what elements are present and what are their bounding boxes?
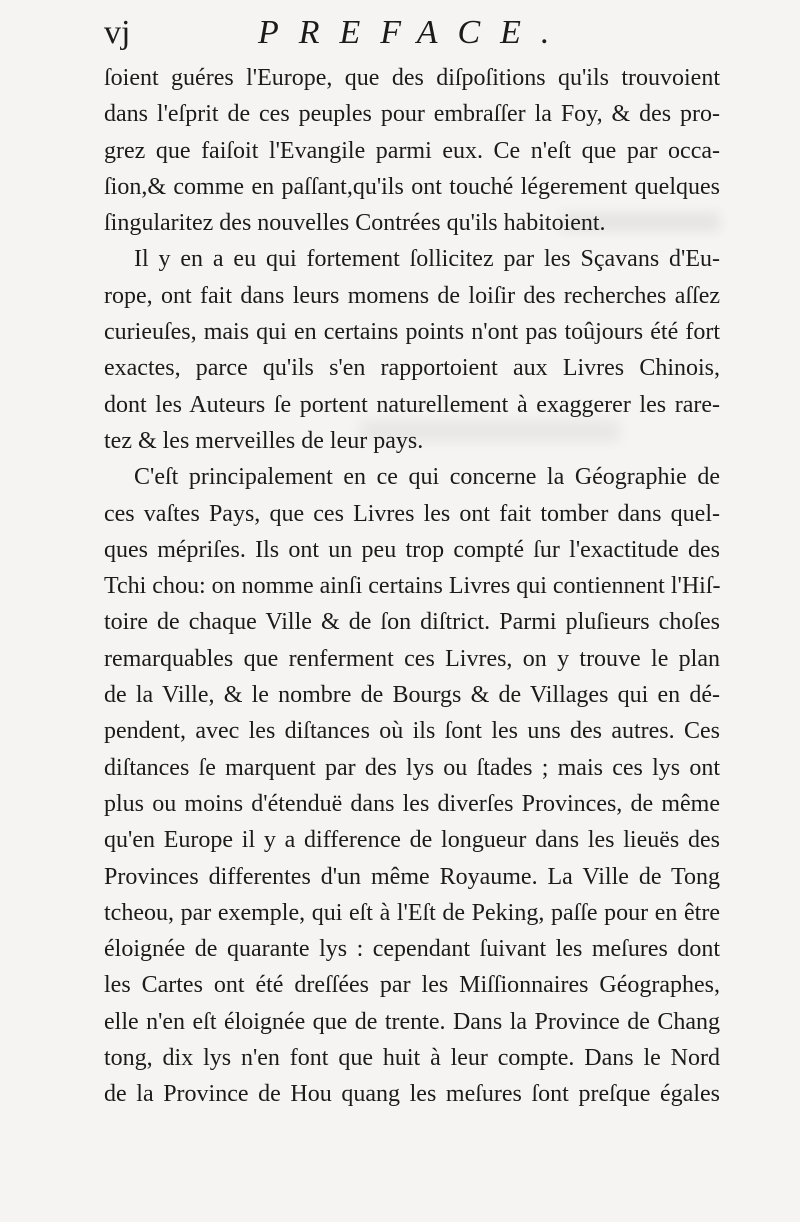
text-line: elle n'en eſt éloignée que de trente. Dans la Province de Chang	[104, 1008, 720, 1035]
text-line: rope, ont fait dans leurs momens de loiſir des recherches aſſez	[104, 282, 720, 309]
text-line: tez & les merveilles de leur pays.	[104, 427, 424, 454]
text-line: ſion,& comme en paſſant,qu'ils ont touché légerement quelques	[104, 173, 720, 200]
text-line: grez que faiſoit l'Evangile parmi eux. Ce n'eſt que par occa-	[104, 137, 720, 164]
text-line: éloignée de quarante lys : cependant ſuivant les meſures dont	[104, 936, 720, 963]
text-line: Provinces differentes d'un même Royaume. La Ville de Tong	[104, 863, 720, 890]
text-line: remarquables que renferment ces Livres, on y trouve le plan	[104, 645, 720, 672]
text-line: de la Province de Hou quang les meſures ſont preſque égales	[104, 1081, 720, 1108]
page-number: vj	[104, 14, 131, 51]
text-line: ſoient guéres l'Europe, que des diſpoſitions qu'ils trouvoient	[104, 65, 720, 91]
text-line: de la Ville, & le nombre de Bourgs & de Villages qui en dé-	[104, 682, 720, 709]
text-line: dont les Auteurs ſe portent naturellement à exaggerer les rare-	[104, 391, 720, 418]
body-text	[104, 60, 720, 1113]
text-line: ques mépriſes. Ils ont un peu trop compté ſur l'exactitude des	[104, 536, 720, 563]
running-head: PREFACE.	[258, 14, 570, 51]
text-line: tong, dix lys n'en font que huit à leur compte. Dans le Nord	[104, 1045, 720, 1072]
text-line: tcheou, par exemple, qui eſt à l'Eſt de Peking, paſſe pour en être	[104, 899, 720, 926]
paragraph	[104, 459, 720, 1112]
text-line: curieuſes, mais qui en certains points n'ont pas toûjours été fort	[104, 319, 720, 346]
text-line: pendent, avec les diſtances où ils ſont les uns des autres. Ces	[104, 718, 720, 745]
text-line: dans l'eſprit de ces peuples pour embraſſer la Foy, & des pro-	[104, 101, 720, 128]
paragraph	[104, 60, 720, 241]
text-line: qu'en Europe il y a difference de longueur dans les lieuës des	[104, 827, 720, 854]
text-line: toire de chaque Ville & de ſon diſtrict. Parmi pluſieurs choſes	[104, 609, 720, 636]
text-line: ſingularitez des nouvelles Contrées qu'ils habitoient.	[104, 210, 606, 237]
text-line: Il y en a eu qui fortement ſollicitez par les Sçavans d'Eu-	[134, 246, 720, 273]
text-line: exactes, parce qu'ils s'en rapportoient aux Livres Chinois,	[104, 355, 720, 382]
text-line: diſtances ſe marquent par des lys ou ſtades ; mais ces lys ont	[104, 754, 720, 781]
text-line: les Cartes ont été dreſſées par les Miſſionnaires Géographes,	[104, 972, 720, 999]
text-line: C'eſt principalement en ce qui concerne la Géographie de	[134, 464, 720, 491]
paragraph	[104, 241, 720, 459]
text-line: ces vaſtes Pays, que ces Livres les ont fait tomber dans quel-	[104, 500, 720, 527]
text-line: plus ou moins d'étenduë dans les diverſes Provinces, de même	[104, 790, 720, 817]
page-header	[100, 14, 720, 64]
text-line: Tchi chou: on nomme ainſi certains Livres qui contiennent l'Hiſ-	[104, 573, 721, 600]
